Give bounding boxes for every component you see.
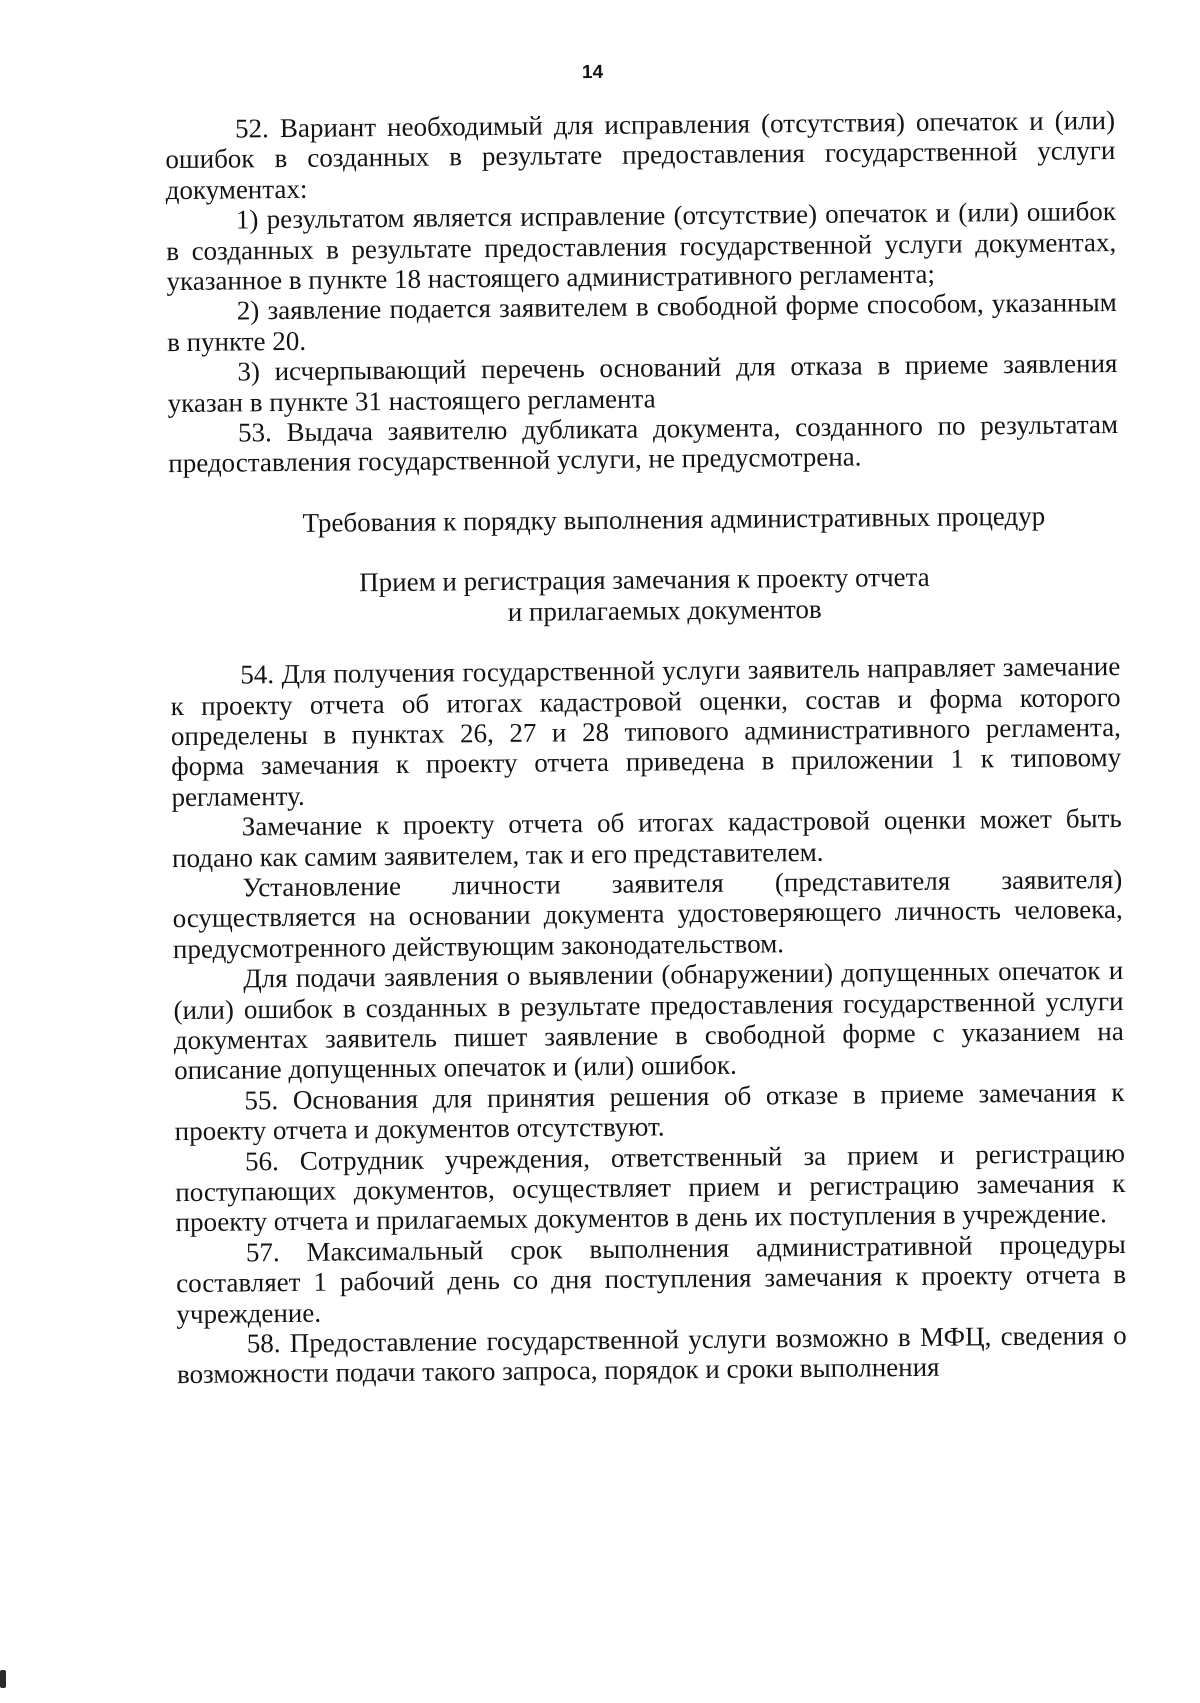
paragraph-52-item-2: 2) заявление подается заявителем в свободной форме способом, указанным в пункте 20. xyxy=(166,287,1117,357)
paragraph-52-item-3: 3) исчерпывающий перечень оснований для отказа в приеме заявления указан в пункте 31 настоящего регламента xyxy=(167,348,1118,418)
section-heading-requirements: Требования к порядку выполнения административных процедур xyxy=(302,500,1046,538)
subsection-heading-line-2: и прилагаемых документов xyxy=(507,593,822,627)
paragraph-58: 58. Предоставление государственной услуги возможно в МФЦ, сведения о возможности подачи такого запроса, порядок и сроки выполнения xyxy=(176,1319,1127,1390)
scan-edge-mark xyxy=(0,1670,6,1688)
paragraph-54-identity: Установление личности заявителя (представителя заявителя) осуществляется на основании документа удостоверяющего личность человека, предусмотренного действующим законодательством. xyxy=(172,863,1123,964)
document-body xyxy=(165,105,1127,1390)
paragraph-53: 53. Выдача заявителю дубликата документа, созданного по результатам предоставления государственной услуги, не предусмотрена. xyxy=(168,409,1119,479)
paragraph-54-representative: Замечание к проекту отчета об итогах кадастровой оценки может быть подано как самим заявителем, так и его представителем. xyxy=(171,803,1122,873)
paragraph-52: 52. Вариант необходимый для исправления (отсутствия) опечаток и (или) ошибок в созданных в результате предоставления государственной услуги документах: xyxy=(165,105,1116,205)
page-number: 14 xyxy=(581,61,604,84)
paragraph-57: 57. Максимальный срок выполнения административной процедуры составляет 1 рабочий день со дня поступления замечания к проекту отчета в учреждение. xyxy=(176,1228,1127,1329)
paragraph-56: 56. Сотрудник учреждения, ответственный за прием и регистрацию поступающих документов, осуществляет прием и регистрацию замечания к проекту отчета и прилагаемых документов в день их поступления в учреждение. xyxy=(175,1137,1126,1238)
paragraph-54-errors: Для подачи заявления о выявлении (обнаружении) допущенных опечаток и (или) ошибок в созданных в результате предоставления государственной услуги документах заявитель пишет заявление в свободной форме с указанием на описание допущенных опечаток и (или) ошибок. xyxy=(173,955,1124,1086)
paragraph-52-item-1: 1) результатом является исправление (отсутствие) опечаток и (или) ошибок в созданных в результате предоставления государственной услуги документах, указанное в пункте 18 настоящего административного регламента; xyxy=(166,196,1117,297)
paragraph-55: 55. Основания для принятия решения об отказе в приеме замечания к проекту отчета и документов отсутствуют. xyxy=(174,1076,1125,1147)
subsection-heading-line-1: Прием и регистрация замечания к проекту отчета xyxy=(359,562,930,598)
paragraph-54: 54. Для получения государственной услуги заявитель направляет замечание к проекту отчета об итогах кадастровой оценки, состав и форма которого определены в пунктах 26, 27 и 28 типового административного регламента, форма замечания к проекту отчета приведена в приложении 1 к типовому регламенту. xyxy=(170,651,1122,812)
